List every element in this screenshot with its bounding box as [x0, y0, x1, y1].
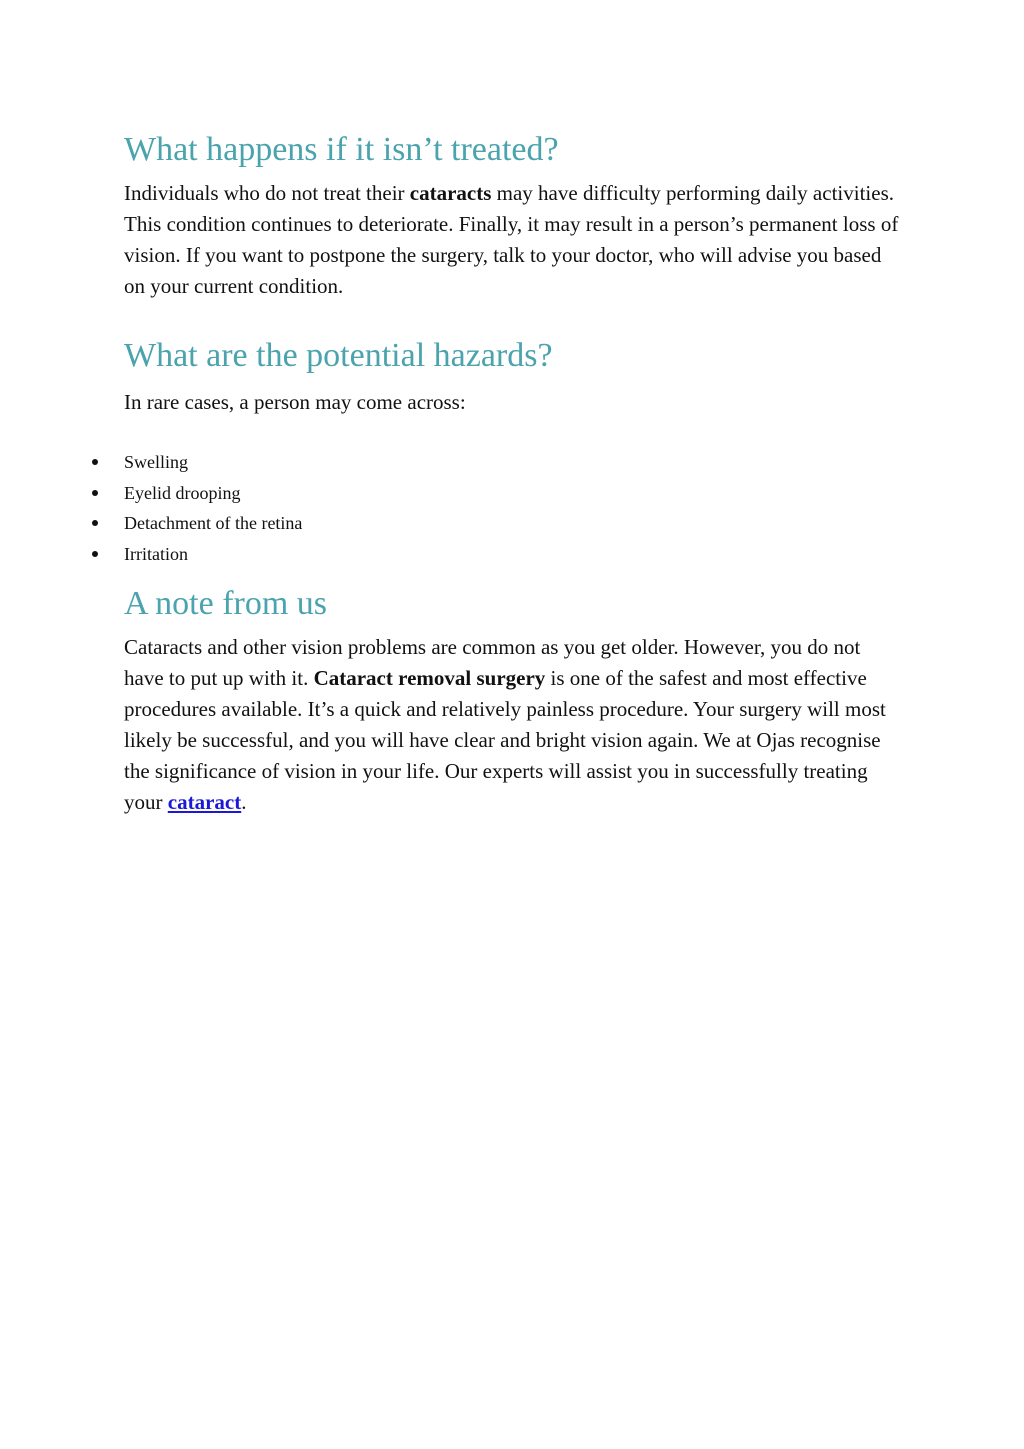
list-item [0, 447, 302, 478]
paragraph-untreated [124, 178, 904, 302]
paragraph-note-text-1: Cataracts and other vision problems are common as you get older. However, you do not have to put up with it. [124, 635, 861, 690]
bullet-icon [92, 520, 98, 526]
list-item [0, 508, 302, 539]
paragraph-hazards-intro: In rare cases, a person may come across: [124, 390, 466, 414]
paragraph-untreated-text-2: may have difficulty performing daily activities. This condition continues to deteriorate. Finally, it may result in a person’s permanent loss of vision. If you want to postpone the surgery, talk to your doctor, who will advise you based on your current condition. [124, 181, 899, 298]
paragraph-untreated-text-1: Individuals who do not treat their [124, 181, 410, 205]
heading-note: A note from us [124, 585, 328, 622]
bullet-icon [92, 459, 98, 465]
heading-hazards: What are the potential hazards? [124, 337, 553, 374]
bold-cataracts: cataracts [409, 181, 492, 205]
list-item-label: Irritation [124, 544, 188, 565]
cataract-link[interactable]: cataract [167, 790, 242, 814]
bold-cataract-removal-surgery: Cataract removal surgery [313, 666, 546, 690]
bullet-icon [92, 490, 98, 496]
list-item-label: Eyelid drooping [124, 482, 241, 503]
paragraph-note [124, 632, 904, 818]
paragraph-note-text-2: is one of the safest and most effective procedures available. It’s a quick and relatively painless procedure. Your surgery will most likely be successful, and you will have clear and bright vision again. We at Ojas recognise the significance of vision in your life. Our experts will assist you in successfully treating your [124, 666, 886, 814]
list-item-label: Detachment of the retina [124, 513, 303, 534]
list-item-label: Swelling [124, 452, 189, 472]
hazards-list [0, 447, 302, 570]
list-item [0, 478, 302, 509]
heading-untreated: What happens if it isn’t treated? [124, 131, 559, 168]
bullet-icon [92, 551, 98, 557]
list-item [0, 539, 302, 570]
paragraph-note-end: . [241, 790, 247, 814]
